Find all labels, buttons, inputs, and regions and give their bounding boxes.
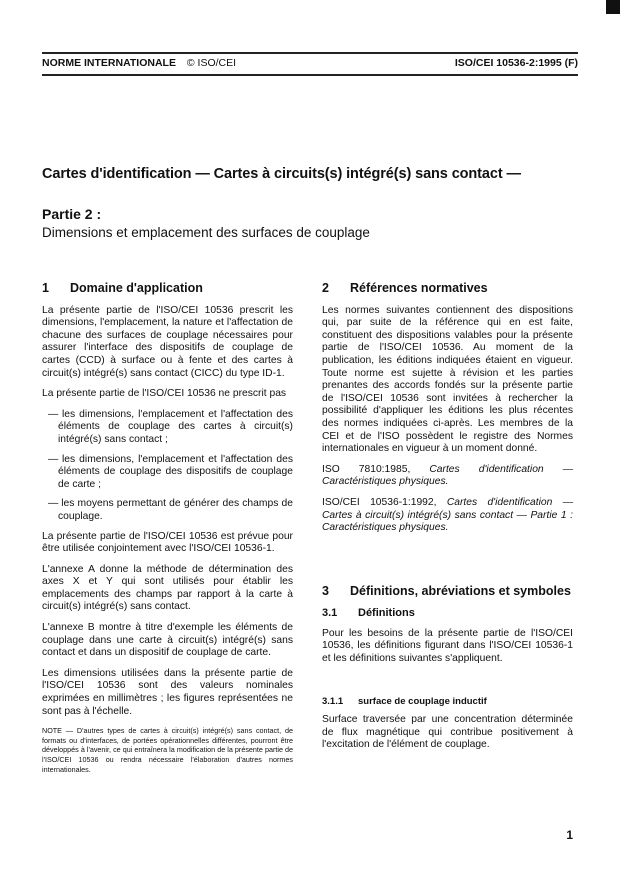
page-corner-mark — [606, 0, 620, 14]
paragraph: Les dimensions utilisées dans la présente partie de l'ISO/CEI 10536 sont des valeurs nominales exprimées en millimètres ; les figures représentées ne sont pas à l'échelle. — [42, 667, 293, 717]
spacer — [322, 543, 573, 585]
document-title: Cartes d'identification — Cartes à circuits(s) intégré(s) sans contact — — [42, 166, 521, 182]
left-column — [42, 282, 293, 774]
section-title: Références normatives — [350, 281, 488, 295]
normative-reference — [322, 464, 573, 489]
section-number: 1 — [42, 281, 49, 295]
header-left — [42, 57, 236, 69]
paragraph: Les normes suivantes contiennent des dispositions qui, par suite de la référence qui en est faite, constituent des dispositions valables pour la présente partie de l'ISO/CEI 10536. Au moment de la publication, les éditions indiquées étaient en vigueur. Toute norme est sujette à révision et les parties prenantes des accords fondés sur la présente partie de l'ISO/CEI 10536 sont invitées à rechercher la possibilité d'appliquer les éditions les plus récentes des normes indiquées ci-après. Les membres de la CEI et de l'ISO possèdent le registre des Normes internationales en vigueur à un moment donné. — [322, 304, 573, 455]
section-number: 2 — [322, 281, 329, 295]
header-rule-bottom — [42, 74, 578, 76]
reference-code: ISO/CEI 10536-1:1992, — [322, 496, 437, 508]
dash-marker: — — [48, 408, 59, 420]
paragraph: Pour les besoins de la présente partie de l'ISO/CEI 10536, les définitions figurant dans l'ISO/CEI 10536-1 et les définitions suivantes s'appliquent. — [322, 627, 573, 665]
page-number: 1 — [566, 828, 573, 842]
dash-marker: — — [48, 453, 59, 465]
reference-title: Cartes d'identification — Cartes à circuit(s) intégré(s) sans contact — Partie 1 : Caractéristiques physiques. — [322, 496, 573, 534]
paragraph: La présente partie de l'ISO/CEI 10536 est prévue pour être utilisée conjointement avec l'ISO/CEI 10536-1. — [42, 530, 293, 555]
section-1-heading — [42, 282, 293, 295]
paragraph: L'annexe B montre à titre d'exemple les éléments de couplage dans une carte à circuit(s) intégré(s) sans contact et dans un dispositif de couplage de carte. — [42, 622, 293, 659]
subsection-3-1-heading — [322, 607, 573, 620]
right-column — [322, 282, 573, 760]
section-number: 3 — [322, 583, 329, 598]
section-2-heading — [322, 282, 573, 295]
paragraph: La présente partie de l'ISO/CEI 10536 ne prescrit pas — [42, 388, 287, 400]
reference-title: Cartes d'identification — Caractéristiques physiques. — [322, 463, 573, 488]
normative-reference — [322, 497, 573, 535]
section-3-heading — [322, 585, 573, 598]
part-subtitle: Dimensions et emplacement des surfaces de couplage — [42, 225, 370, 240]
paragraph: L'annexe A donne la méthode de détermination des axes X et Y qui sont utilisés pour établir les emplacements des champs par rapport à la carte à circuit(s) intégré(s) sans contact. — [42, 563, 293, 613]
list-item-text: les moyens permettant de générer des champs de couplage. — [58, 498, 293, 522]
subsection-title: Définitions — [358, 607, 415, 620]
list-item-text: les dimensions, l'emplacement et l'affectation des éléments de couplage des cartes à circuit(s) intégré(s) sans contact ; — [58, 408, 293, 445]
paragraph: La présente partie de l'ISO/CEI 10536 prescrit les dimensions, l'emplacement, la nature et l'affectation de chacune des surfaces de couplage nécessaires pour assurer l'interface des dispositifs de couplage de cartes (CCD) à surface ou à fente et des cartes à circuit(s) intégré(s) sans contact (CICC) du type ID-1. — [42, 304, 293, 379]
section-title: Définitions, abréviations et symboles — [350, 583, 571, 598]
copyright-label: © ISO/CEI — [186, 57, 237, 69]
header-rule-top — [42, 52, 578, 54]
list-item-text: les dimensions, l'emplacement et l'affectation des éléments de couplage des dispositifs de couplage de carte ; — [58, 453, 293, 490]
part-number: Partie 2 : — [42, 206, 102, 222]
standard-reference: ISO/CEI 10536-2:1995 (F) — [454, 57, 578, 69]
title-block — [42, 166, 578, 240]
note: NOTE — D'autres types de cartes à circuit(s) intégré(s) sans contact, de formats ou d'interfaces, de portées opérationnelles différentes, pourront être développés à l'avenir, ce qui entraînera la modification de la présente partie de l'ISO/CEI 10536 ou rendra nécessaire l'élaboration d'autres normes internationales. — [42, 726, 293, 774]
term-number: 3.1.1 — [322, 695, 344, 707]
term-definition: Surface traversée par une concentration déterminée de flux magnétique qui contribue positivement à l'excitation de l'élément de couplage. — [322, 714, 573, 751]
term-title: surface de couplage inductif — [358, 695, 487, 707]
running-header — [42, 52, 578, 76]
subsection-number: 3.1 — [322, 607, 338, 620]
section-title: Domaine d'application — [70, 281, 203, 295]
reference-code: ISO 7810:1985, — [322, 463, 411, 475]
list-item — [48, 453, 293, 492]
dash-marker: — — [48, 498, 59, 510]
spacer — [322, 674, 573, 696]
term-3-1-1-heading — [322, 696, 573, 709]
list-item — [48, 498, 293, 523]
standard-type-label: NORME INTERNATIONALE — [42, 57, 176, 69]
list-item — [48, 408, 293, 447]
